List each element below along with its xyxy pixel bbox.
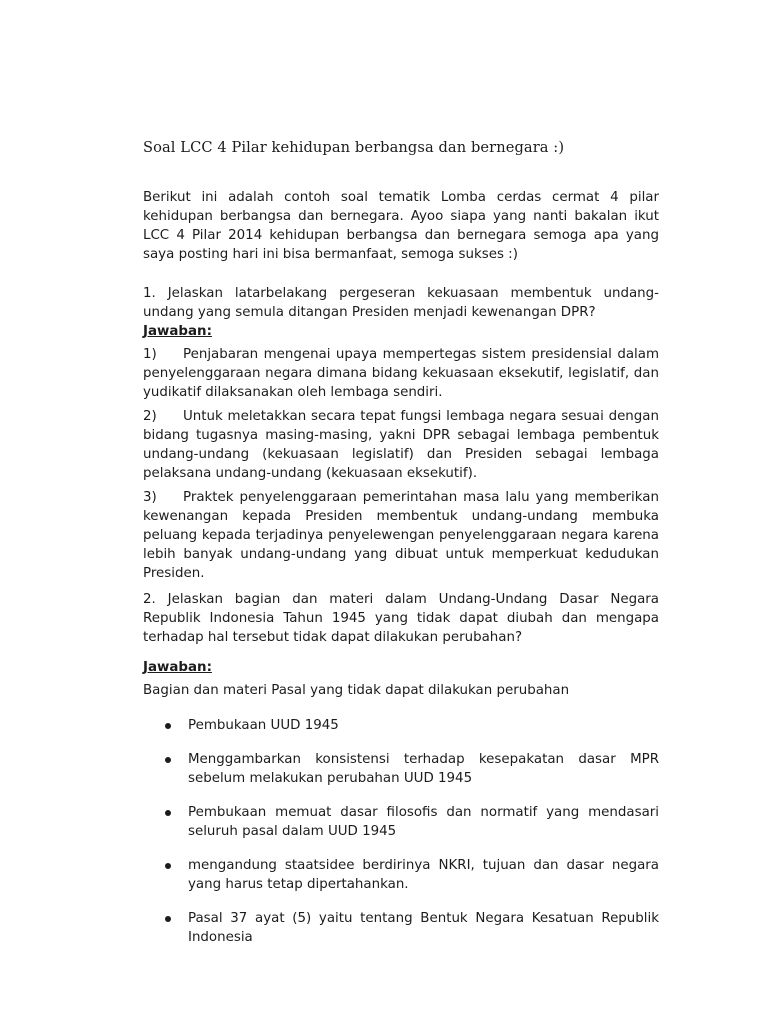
bullet-dot-icon [165,916,171,922]
document-title: Soal LCC 4 Pilar kehidupan berbangsa dan bernegara :) [143,139,565,156]
answer-2-intro: Bagian dan materi Pasal yang tidak dapat dilakukan perubahan [143,683,570,698]
answer-1-item-text: Penjabaran mengenai upaya mempertegas sistem presidensial dalam penyelenggaraan negara dimana bidang kekuasaan eksekutif, legislatif, dan yudikatif dilaksanakan oleh lembaga sendiri. [143,347,659,400]
bullet-dot-icon [165,723,171,729]
document-body [143,138,659,962]
bullet-dot-icon [165,863,171,869]
question-2: 2. Jelaskan bagian dan materi dalam Undang-Undang Dasar Negara Republik Indonesia Tahun 1945 yang tidak dapat diubah dan mengapa terhadap hal tersebut tidak dapat dilakukan perubahan? [143,592,659,645]
bullet-item [143,716,659,735]
answer-1-item-text: Untuk meletakkan secara tepat fungsi lembaga negara sesuai dengan bidang tugasnya masing-masing, yakni DPR sebagai lembaga pembentuk undang-undang (kekuasaan legislatif) dan Presiden sebagai lembaga pelaksana undang-undang (kekuasaan eksekutif). [143,409,659,481]
bullet-dot-icon [165,810,171,816]
bullet-item-text: mengandung staatsidee berdirinya NKRI, tujuan dan dasar negara yang harus tetap dipertahankan. [188,858,659,892]
answer-1-item-text: Praktek penyelenggaraan pemerintahan masa lalu yang memberikan kewenangan kepada Presiden membentuk undang-undang membuka peluang kepada terjadinya penyelewengan penyelenggaraan negara karena lebih banyak undang-undang yang dibuat untuk memperkuat kedudukan Presiden. [143,490,659,581]
answer-1-item-number: 2) [143,409,157,424]
answer-label-2: Jawaban: [143,660,212,675]
bullet-item [143,909,659,947]
bullet-item [143,750,659,788]
bullet-item [143,856,659,894]
answer-2-bullet-list [143,716,659,947]
answer-1-item [143,345,659,402]
bullet-item [143,803,659,841]
question-1: 1. Jelaskan latarbelakang pergeseran kekuasaan membentuk undang-undang yang semula ditangan Presiden menjadi kewenangan DPR? [143,286,659,320]
answer-label-1-text: Jawaban [143,324,207,339]
bullet-item-text: Pembukaan memuat dasar filosofis dan normatif yang mendasari seluruh pasal dalam UUD 1945 [188,805,659,839]
bullet-item-text: Pasal 37 ayat (5) yaitu tentang Bentuk Negara Kesatuan Republik Indonesia [188,911,659,945]
bullet-item-text: Menggambarkan konsistensi terhadap kesepakatan dasar MPR sebelum melakukan perubahan UUD 1945 [188,752,659,786]
answer-1-item [143,407,659,483]
answer-1-item [143,488,659,583]
answer-label-1 [143,322,659,341]
answer-label-1-colon: : [206,324,212,339]
intro-paragraph: Berikut ini adalah contoh soal tematik Lomba cerdas cermat 4 pilar kehidupan berbangsa dan bernegara. Ayoo siapa yang nanti bakalan ikut LCC 4 Pilar 2014 kehidupan berbangsa dan bernegara semoga apa yang saya posting hari ini bisa bermanfaat, semoga sukses :) [143,190,659,262]
answer-1-item-number: 1) [143,347,157,362]
bullet-dot-icon [165,757,171,763]
answer-1-item-number: 3) [143,490,157,505]
bullet-item-text: Pembukaan UUD 1945 [188,718,339,733]
